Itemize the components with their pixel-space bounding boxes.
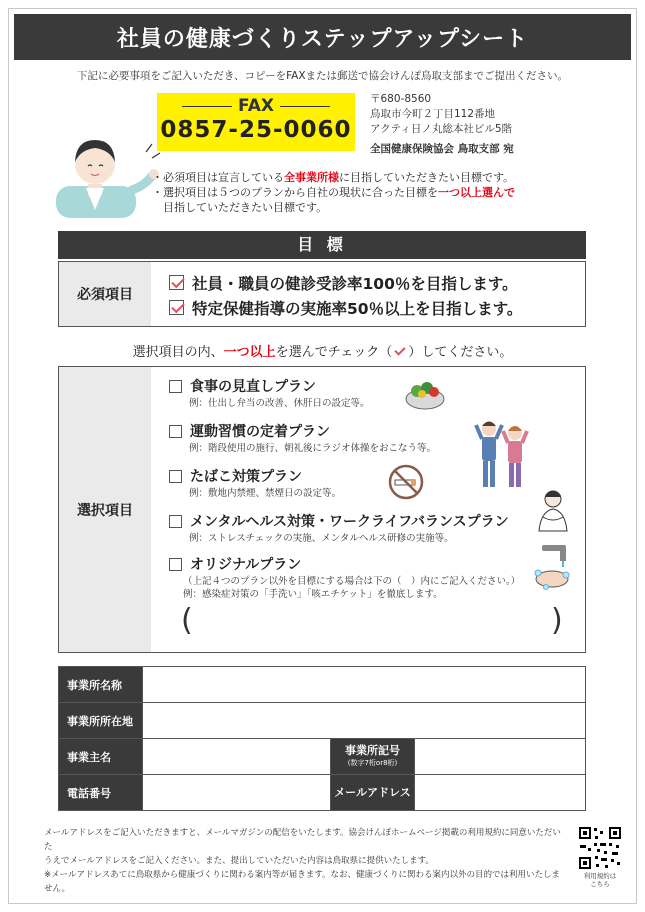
plan-exercise: 運動習慣の定着プラン 例：階段使用の施行、朝礼後にラジオ体操をおこなう等。 xyxy=(169,422,436,455)
notes xyxy=(152,170,515,215)
intro-text: 下記に必要事項をご記入いただき、コピーをFAXまたは郵送で協会けんぽ鳥取支部までご提出ください。 xyxy=(76,70,569,82)
selection-label: 選択項目 xyxy=(59,367,151,652)
required-item: 特定保健指導の実施率50％以上を目指します。 xyxy=(169,295,585,320)
plan-checkbox[interactable] xyxy=(169,425,182,438)
qr-caption xyxy=(572,872,628,888)
plan-original: オリジナルプラン （上記４つのプラン以外を目標にする場合は下の（ ）内にご記入ください。） 例：感染症対策の「手洗い」「咳エチケット」を徹底します。 xyxy=(169,555,520,601)
original-plan-close-paren: ) xyxy=(551,603,563,638)
address-line2: アクティ日ノ丸総本社ビル5階 xyxy=(370,123,513,135)
checkmark-icon xyxy=(395,344,406,355)
phone-field[interactable] xyxy=(143,775,331,811)
office-code-label: 事業所記号 (数字7桁or8桁) xyxy=(331,739,415,775)
office-name-field[interactable] xyxy=(143,667,586,703)
exercise-people-icon xyxy=(473,417,531,493)
phone-label: 電話番号 xyxy=(59,775,143,811)
qr-code-icon[interactable] xyxy=(578,826,622,870)
note-selection: ・選択項目は５つのプランから自社の現状に合った目標を一つ以上選んで xyxy=(152,186,515,199)
original-plan-open-paren: ( xyxy=(181,603,193,638)
plan-checkbox[interactable] xyxy=(169,380,182,393)
no-smoking-icon xyxy=(387,463,425,501)
owner-name-field[interactable] xyxy=(143,739,331,775)
plan-mental-health: メンタルヘルス対策・ワークライフバランスプラン 例：ストレスチェックの実施、メンタルヘルス研修の実施等。 xyxy=(169,512,509,545)
goal-header: 目 標 xyxy=(58,231,586,259)
owner-name-label: 事業主名 xyxy=(59,739,143,775)
email-label: メールアドレス xyxy=(331,775,415,811)
office-code-field[interactable] xyxy=(415,739,586,775)
required-item: 社員・職員の健診受診率100％を目指します。 xyxy=(169,270,585,295)
office-name-label: 事業所名称 xyxy=(59,667,143,703)
checkbox-checked[interactable] xyxy=(169,275,184,290)
handwashing-icon xyxy=(526,543,578,593)
plan-checkbox[interactable] xyxy=(169,470,182,483)
address-zip: 〒680-8560 xyxy=(370,93,432,105)
required-label: 必須項目 xyxy=(59,262,151,326)
selection-section xyxy=(58,366,586,653)
office-info-table xyxy=(58,666,586,811)
note-required: ・必須項目は宣言している全事業所様に目指していただきたい目標です。 xyxy=(152,171,515,184)
office-address-label: 事業所所在地 xyxy=(59,703,143,739)
address-destination: 全国健康保険協会 鳥取支部 宛 xyxy=(370,143,514,155)
stressed-person-icon xyxy=(533,487,573,533)
plan-checkbox[interactable] xyxy=(169,558,182,571)
page-title: 社員の健康づくりステップアップシート xyxy=(14,14,631,60)
original-plan-input[interactable] xyxy=(195,607,545,639)
qr-caption-line2: こちら xyxy=(590,880,610,888)
address-line1: 鳥取市今町２丁目112番地 xyxy=(370,108,496,120)
required-section xyxy=(58,261,586,327)
email-field[interactable] xyxy=(415,775,586,811)
plan-diet: 食事の見直しプラン 例：仕出し弁当の改善、休肝日の設定等。 xyxy=(169,377,370,410)
salad-icon xyxy=(403,377,447,411)
fax-number: 0857-25-0060 xyxy=(160,117,352,143)
footer-notes: メールアドレスをご記入いただきますと、メールマガジンの配信をいたします。協会けんぽホームページ掲載の利用規約に同意いただいた うえでメールアドレスをご記入ください。また、提出していただいた内容は鳥取県に提供いたします。 ※メールアドレスあてに鳥取県から健康づくりに関わる案内等が届きます。なお、健康づくりに関わる案内以外の目的では利用いたしません。 xyxy=(44,828,561,894)
fax-box xyxy=(157,93,355,151)
staff-illustration-icon xyxy=(54,126,162,218)
office-address-field[interactable] xyxy=(143,703,586,739)
mailing-address xyxy=(370,92,514,157)
qr-caption-line1: 利用規約は xyxy=(583,872,617,880)
office-code-note: (数字7桁or8桁) xyxy=(347,758,398,767)
checkbox-checked[interactable] xyxy=(169,300,184,315)
selection-instruction: 選択項目の内、一つ以上を選んでチェック（ ）してください。 xyxy=(132,345,513,360)
plan-tobacco: たばこ対策プラン 例：敷地内禁煙、禁煙日の設定等。 xyxy=(169,467,341,500)
fax-label: FAX xyxy=(238,96,274,116)
plan-checkbox[interactable] xyxy=(169,515,182,528)
note-selection-line2: 目指していただきたい目標です。 xyxy=(163,201,328,214)
